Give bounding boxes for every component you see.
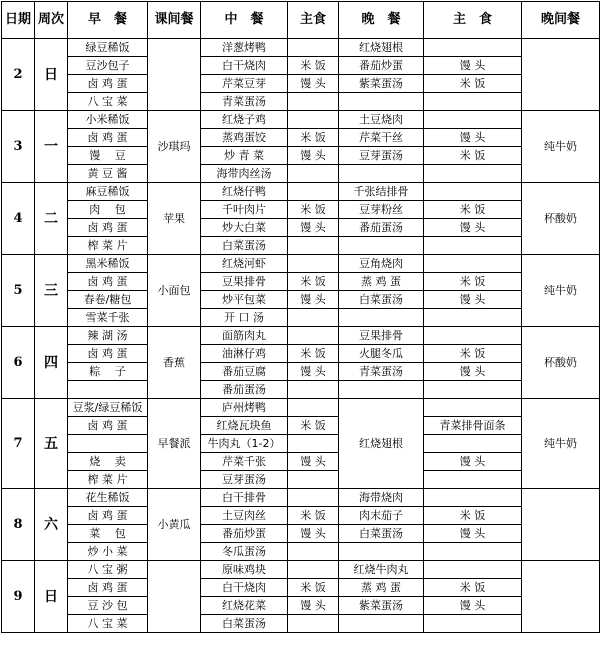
dinner-staple-item: 米 饭	[424, 147, 522, 165]
lunch-item: 洋葱烤鸭	[201, 39, 288, 57]
table-row	[2, 417, 600, 435]
table-row	[2, 507, 600, 525]
dinner-staple-item: 馒 头	[424, 453, 522, 471]
table-row	[2, 111, 600, 129]
dinner-staple-item: 米 饭	[424, 75, 522, 93]
lunch-item: 红烧瓦块鱼	[201, 417, 288, 435]
weekly-menu-table	[1, 1, 600, 633]
dinner-item	[339, 93, 424, 111]
dinner-staple-item	[424, 255, 522, 273]
weekday-cell: 一	[35, 111, 68, 183]
breakfast-item: 粽 子	[68, 363, 148, 381]
lunch-item: 红烧河虾	[201, 255, 288, 273]
table-row	[2, 471, 600, 489]
snack-cell: 香蕉	[148, 327, 201, 399]
lunch-item: 面筋肉丸	[201, 327, 288, 345]
table-row	[2, 129, 600, 147]
dinner-item: 千张结排骨	[339, 183, 424, 201]
night-snack-cell	[522, 489, 600, 561]
dinner-staple-item	[424, 615, 522, 633]
table-row	[2, 543, 600, 561]
lunch-staple-item	[288, 561, 339, 579]
table-row	[2, 291, 600, 309]
lunch-item: 白干烧肉	[201, 579, 288, 597]
dinner-item	[339, 309, 424, 327]
date-cell: 8	[2, 489, 35, 561]
lunch-staple-item	[288, 255, 339, 273]
dinner-staple-item	[424, 111, 522, 129]
dinner-staple-item: 米 饭	[424, 345, 522, 363]
dinner-staple-item	[424, 561, 522, 579]
table-row	[2, 183, 600, 201]
header-snack: 课间餐	[148, 2, 201, 39]
lunch-item: 红烧仔鸭	[201, 183, 288, 201]
table-row	[2, 435, 600, 453]
lunch-staple-item	[288, 543, 339, 561]
breakfast-item: 卤 鸡 蛋	[68, 345, 148, 363]
lunch-item: 蒸鸡蛋饺	[201, 129, 288, 147]
table-row	[2, 381, 600, 399]
snack-cell	[148, 561, 201, 633]
lunch-staple-item	[288, 183, 339, 201]
lunch-item: 白菜蛋汤	[201, 237, 288, 255]
dinner-item: 火腿冬瓜	[339, 345, 424, 363]
breakfast-item: 卤 鸡 蛋	[68, 75, 148, 93]
table-row	[2, 579, 600, 597]
table-row	[2, 309, 600, 327]
snack-cell	[148, 39, 201, 111]
night-snack-cell: 杯酸奶	[522, 183, 600, 255]
dinner-item: 红烧翅根	[339, 39, 424, 57]
breakfast-item: 榨 菜 片	[68, 471, 148, 489]
lunch-item: 青菜蛋汤	[201, 93, 288, 111]
dinner-item: 豆芽粉丝	[339, 201, 424, 219]
lunch-staple-item: 米 饭	[288, 579, 339, 597]
dinner-staple-item: 馒 头	[424, 291, 522, 309]
lunch-staple-item: 米 饭	[288, 57, 339, 75]
weekday-cell: 日	[35, 39, 68, 111]
breakfast-item: 八 宝 粥	[68, 561, 148, 579]
header-lunch: 中 餐	[201, 2, 288, 39]
breakfast-item: 小米稀饭	[68, 111, 148, 129]
breakfast-item: 豆 沙 包	[68, 597, 148, 615]
dinner-staple-item	[424, 165, 522, 183]
lunch-item: 红烧花菜	[201, 597, 288, 615]
dinner-staple-item	[424, 471, 522, 489]
breakfast-item: 黑米稀饭	[68, 255, 148, 273]
date-cell: 3	[2, 111, 35, 183]
dinner-item: 豆果排骨	[339, 327, 424, 345]
dinner-staple-item: 馒 头	[424, 219, 522, 237]
lunch-staple-item	[288, 309, 339, 327]
dinner-item: 白菜蛋汤	[339, 525, 424, 543]
lunch-item: 原味鸡块	[201, 561, 288, 579]
lunch-item: 芹菜豆芽	[201, 75, 288, 93]
lunch-item: 番茄蛋汤	[201, 381, 288, 399]
weekday-cell: 五	[35, 399, 68, 489]
dinner-staple-item	[424, 543, 522, 561]
dinner-staple-item: 米 饭	[424, 507, 522, 525]
night-snack-cell: 纯牛奶	[522, 255, 600, 327]
dinner-staple-item: 米 饭	[424, 273, 522, 291]
lunch-staple-item: 馒 头	[288, 363, 339, 381]
lunch-staple-item: 馒 头	[288, 453, 339, 471]
date-cell: 4	[2, 183, 35, 255]
dinner-item: 紫菜蛋汤	[339, 75, 424, 93]
lunch-staple-item: 米 饭	[288, 201, 339, 219]
lunch-staple-item	[288, 471, 339, 489]
lunch-staple-item	[288, 435, 339, 453]
night-snack-cell: 纯牛奶	[522, 111, 600, 183]
lunch-item: 白干排骨	[201, 489, 288, 507]
breakfast-item: 烧 卖	[68, 453, 148, 471]
dinner-staple-item: 馒 头	[424, 597, 522, 615]
lunch-staple-item: 馒 头	[288, 147, 339, 165]
breakfast-item: 黄 豆 酱	[68, 165, 148, 183]
dinner-staple-item: 馒 头	[424, 129, 522, 147]
dinner-staple-item	[424, 489, 522, 507]
dinner-staple-item: 馒 头	[424, 363, 522, 381]
lunch-staple-item: 馒 头	[288, 597, 339, 615]
breakfast-item: 八 宝 菜	[68, 615, 148, 633]
dinner-item: 青菜蛋汤	[339, 363, 424, 381]
dinner-item	[339, 237, 424, 255]
breakfast-item: 八 宝 菜	[68, 93, 148, 111]
header-row	[2, 2, 600, 39]
dinner-staple-item	[424, 381, 522, 399]
lunch-item: 豆果排骨	[201, 273, 288, 291]
header-week: 周次	[35, 2, 68, 39]
breakfast-item: 菜 包	[68, 525, 148, 543]
dinner-item: 豆角烧肉	[339, 255, 424, 273]
lunch-staple-item: 米 饭	[288, 507, 339, 525]
lunch-staple-item: 馒 头	[288, 291, 339, 309]
lunch-item: 土豆肉丝	[201, 507, 288, 525]
dinner-staple-item	[424, 327, 522, 345]
table-row	[2, 273, 600, 291]
weekday-cell: 日	[35, 561, 68, 633]
dinner-staple-item: 米 饭	[424, 201, 522, 219]
dinner-item: 番茄蛋汤	[339, 219, 424, 237]
lunch-item: 炒平包菜	[201, 291, 288, 309]
dinner-staple-item	[424, 435, 522, 453]
breakfast-item	[68, 435, 148, 453]
table-row	[2, 597, 600, 615]
date-cell: 9	[2, 561, 35, 633]
table-row	[2, 525, 600, 543]
lunch-item: 千叶肉片	[201, 201, 288, 219]
table-row	[2, 327, 600, 345]
header-date: 日期	[2, 2, 35, 39]
lunch-item: 庐州烤鸭	[201, 399, 288, 417]
dinner-staple-item	[424, 39, 522, 57]
breakfast-item: 豆沙包子	[68, 57, 148, 75]
lunch-staple-item: 馒 头	[288, 525, 339, 543]
breakfast-item: 辣 湖 汤	[68, 327, 148, 345]
dinner-item	[339, 615, 424, 633]
table-row	[2, 201, 600, 219]
date-cell: 7	[2, 399, 35, 489]
header-dinner-staple: 主 食	[424, 2, 522, 39]
menu-body	[2, 39, 600, 633]
lunch-staple-item	[288, 327, 339, 345]
lunch-item: 番茄炒蛋	[201, 525, 288, 543]
dinner-item: 蒸 鸡 蛋	[339, 579, 424, 597]
lunch-staple-item: 米 饭	[288, 129, 339, 147]
dinner-staple-item: 馒 头	[424, 525, 522, 543]
table-row	[2, 489, 600, 507]
breakfast-item: 肉 包	[68, 201, 148, 219]
header-breakfast: 早 餐	[68, 2, 148, 39]
snack-cell: 小黄瓜	[148, 489, 201, 561]
table-row	[2, 75, 600, 93]
lunch-item: 炒 青 菜	[201, 147, 288, 165]
dinner-staple-item: 米 饭	[424, 579, 522, 597]
dinner-item: 番茄炒蛋	[339, 57, 424, 75]
lunch-staple-item	[288, 165, 339, 183]
header-dinner: 晚 餐	[339, 2, 424, 39]
snack-cell: 苹果	[148, 183, 201, 255]
dinner-item: 豆芽蛋汤	[339, 147, 424, 165]
weekday-cell: 六	[35, 489, 68, 561]
dinner-staple-item	[424, 183, 522, 201]
dinner-item: 芹菜干丝	[339, 129, 424, 147]
dinner-item: 土豆烧肉	[339, 111, 424, 129]
lunch-item: 豆芽蛋汤	[201, 471, 288, 489]
breakfast-item: 卤 鸡 蛋	[68, 507, 148, 525]
dinner-staple-item: 青菜排骨面条	[424, 417, 522, 435]
dinner-item: 海带烧肉	[339, 489, 424, 507]
dinner-staple-item	[424, 93, 522, 111]
lunch-staple-item: 米 饭	[288, 273, 339, 291]
lunch-item: 芹菜千张	[201, 453, 288, 471]
table-row	[2, 561, 600, 579]
lunch-staple-item: 馒 头	[288, 75, 339, 93]
dinner-item: 白菜蛋汤	[339, 291, 424, 309]
breakfast-item: 绿豆稀饭	[68, 39, 148, 57]
date-cell: 2	[2, 39, 35, 111]
night-snack-cell: 纯牛奶	[522, 399, 600, 489]
date-cell: 6	[2, 327, 35, 399]
breakfast-item: 雪菜千张	[68, 309, 148, 327]
table-row	[2, 345, 600, 363]
breakfast-item: 卤 鸡 蛋	[68, 417, 148, 435]
dinner-item: 红烧牛肉丸	[339, 561, 424, 579]
dinner-item	[339, 543, 424, 561]
table-row	[2, 453, 600, 471]
breakfast-item: 榨 菜 片	[68, 237, 148, 255]
dinner-item	[339, 165, 424, 183]
dinner-staple-item	[424, 399, 522, 417]
lunch-staple-item	[288, 39, 339, 57]
lunch-item: 白菜蛋汤	[201, 615, 288, 633]
breakfast-item: 卤 鸡 蛋	[68, 579, 148, 597]
snack-cell: 小面包	[148, 255, 201, 327]
lunch-item: 冬瓜蛋汤	[201, 543, 288, 561]
dinner-staple-item: 馒 头	[424, 57, 522, 75]
dinner-staple-item	[424, 309, 522, 327]
breakfast-item: 卤 鸡 蛋	[68, 219, 148, 237]
lunch-staple-item	[288, 489, 339, 507]
table-row	[2, 237, 600, 255]
header-night-snack: 晚间餐	[522, 2, 600, 39]
night-snack-cell: 杯酸奶	[522, 327, 600, 399]
weekday-cell: 四	[35, 327, 68, 399]
table-row	[2, 93, 600, 111]
snack-cell: 沙琪玛	[148, 111, 201, 183]
table-row	[2, 615, 600, 633]
lunch-staple-item	[288, 399, 339, 417]
lunch-staple-item: 馒 头	[288, 219, 339, 237]
weekday-cell: 三	[35, 255, 68, 327]
breakfast-item: 花生稀饭	[68, 489, 148, 507]
dinner-item: 蒸 鸡 蛋	[339, 273, 424, 291]
lunch-staple-item	[288, 111, 339, 129]
dinner-staple-item	[424, 237, 522, 255]
dinner-item: 紫菜蛋汤	[339, 597, 424, 615]
night-snack-cell	[522, 561, 600, 633]
lunch-staple-item	[288, 93, 339, 111]
lunch-staple-item	[288, 615, 339, 633]
lunch-item: 番茄豆腐	[201, 363, 288, 381]
dinner-item: 肉末茄子	[339, 507, 424, 525]
lunch-staple-item: 米 饭	[288, 417, 339, 435]
snack-cell: 早餐派	[148, 399, 201, 489]
breakfast-item: 豆浆/绿豆稀饭	[68, 399, 148, 417]
table-row	[2, 147, 600, 165]
breakfast-item: 炒 小 菜	[68, 543, 148, 561]
breakfast-item: 麻豆稀饭	[68, 183, 148, 201]
breakfast-item: 春卷/糖包	[68, 291, 148, 309]
date-cell: 5	[2, 255, 35, 327]
table-row	[2, 363, 600, 381]
weekday-cell: 二	[35, 183, 68, 255]
dinner-item: 红烧翅根	[339, 399, 424, 489]
lunch-item: 海带肉丝汤	[201, 165, 288, 183]
breakfast-item: 卤 鸡 蛋	[68, 129, 148, 147]
table-row	[2, 165, 600, 183]
lunch-item: 开 口 汤	[201, 309, 288, 327]
lunch-staple-item	[288, 237, 339, 255]
table-row	[2, 399, 600, 417]
lunch-item: 红烧子鸡	[201, 111, 288, 129]
header-lunch-staple: 主食	[288, 2, 339, 39]
lunch-item: 白干烧肉	[201, 57, 288, 75]
lunch-item: 炒大白菜	[201, 219, 288, 237]
table-row	[2, 255, 600, 273]
breakfast-item: 卤 鸡 蛋	[68, 273, 148, 291]
lunch-staple-item: 米 饭	[288, 345, 339, 363]
table-row	[2, 57, 600, 75]
table-row	[2, 219, 600, 237]
breakfast-item	[68, 381, 148, 399]
dinner-item	[339, 381, 424, 399]
night-snack-cell	[522, 39, 600, 111]
lunch-item: 油淋仔鸡	[201, 345, 288, 363]
breakfast-item: 馒 豆	[68, 147, 148, 165]
lunch-item: 牛肉丸（1-2）	[201, 435, 288, 453]
table-row	[2, 39, 600, 57]
lunch-staple-item	[288, 381, 339, 399]
